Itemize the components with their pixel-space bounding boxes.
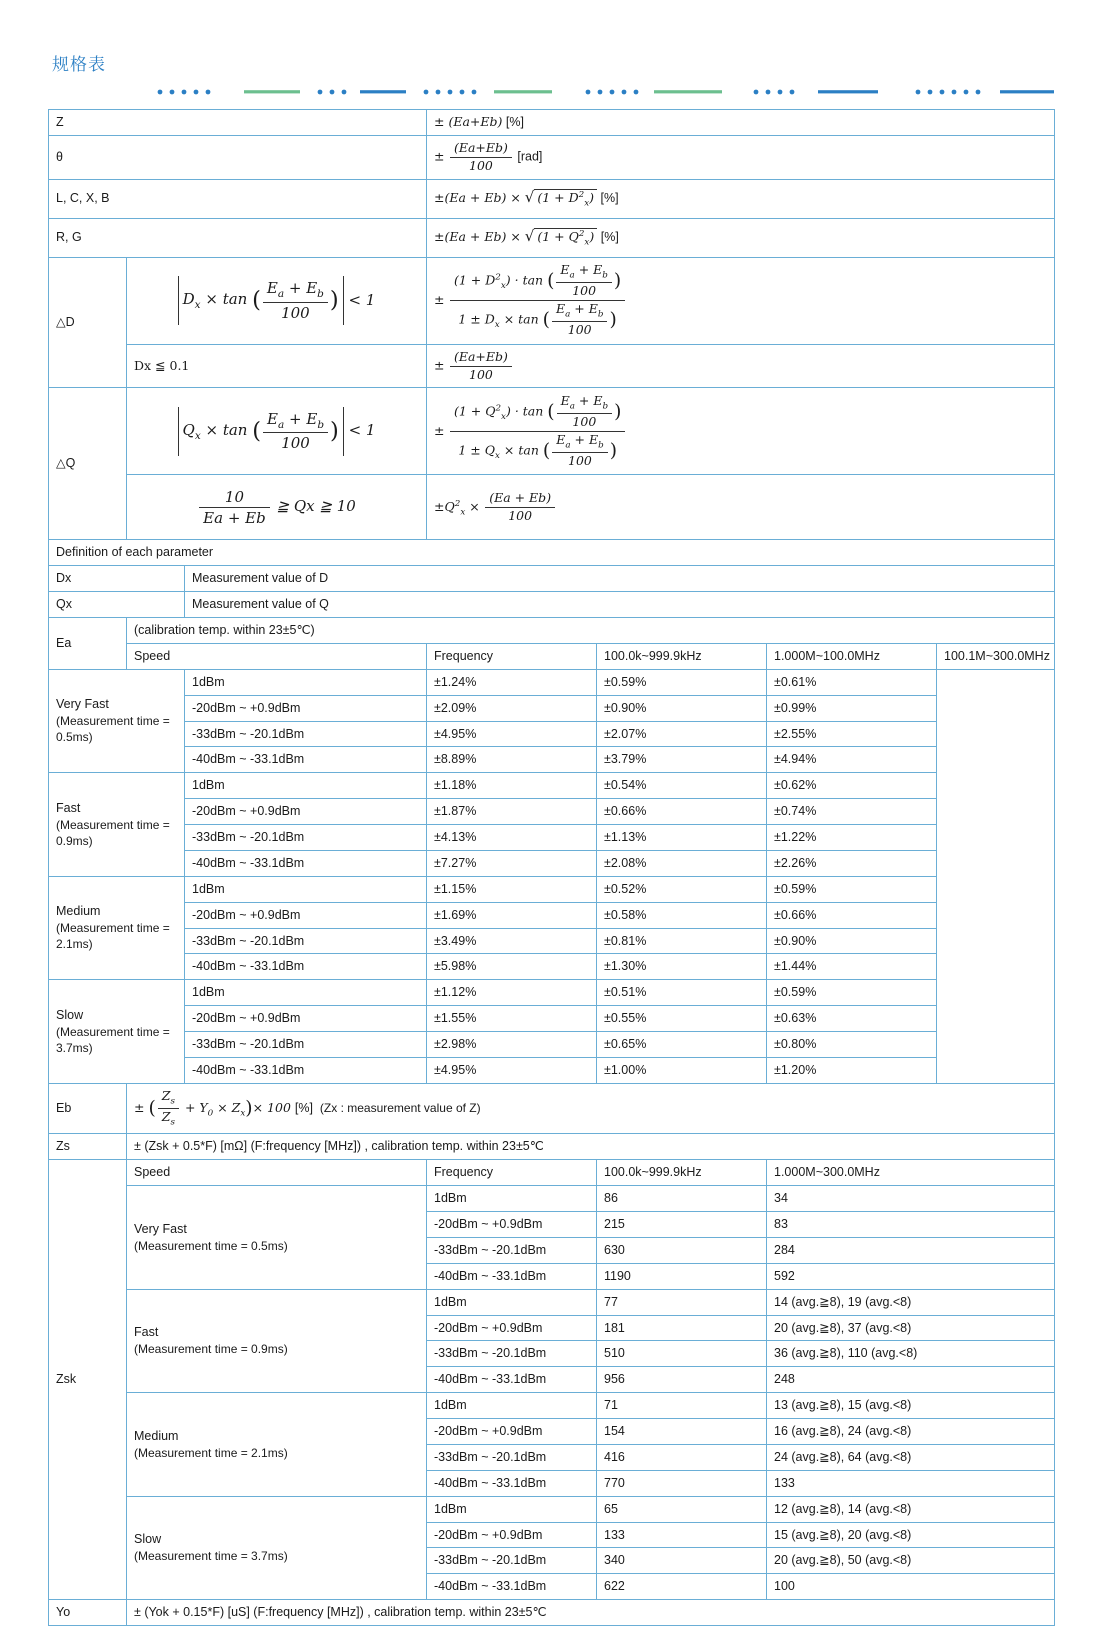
delta-q-value-1: ± $(1 + Q^2_x) \cdot \tan$ ( $\frac{E_a + E_b}{100}$ ) $1 \pm Q_x \times \tan$ ( $\frac{E_a + E_b}{100}$ ): [427, 388, 1055, 475]
ea-value-band-2: ±0.54%: [597, 773, 767, 799]
row-label-eb: Eb: [49, 1083, 127, 1134]
zsk-value-band-2: 13 (avg.≧8), 15 (avg.<8): [767, 1393, 1055, 1419]
zsk-level: -20dBm ~ +0.9dBm: [427, 1522, 597, 1548]
table-row: [49, 799, 1055, 825]
ea-level: -40dBm ~ -33.1dBm: [185, 850, 427, 876]
ea-level: 1dBm: [185, 980, 427, 1006]
row-value-zs: ± (Zsk + 0.5*F) [mΩ] (F:frequency [MHz]) , calibration temp. within 23±5℃: [127, 1134, 1055, 1160]
table-row: [49, 773, 1055, 799]
ea-value-band-2: ±1.30%: [597, 954, 767, 980]
zsk-value-band-2: 24 (avg.≧8), 64 (avg.<8): [767, 1444, 1055, 1470]
ea-value-band-2: ±0.52%: [597, 876, 767, 902]
zsk-level: -20dBm ~ +0.9dBm: [427, 1315, 597, 1341]
delta-d-condition-1: $D_x \times \tan$ ( $\frac{E_a + E_b}{100}$ ) < 1: [127, 257, 427, 344]
ea-value-band-3: ±4.94%: [767, 747, 937, 773]
row-label-zsk: Zsk: [49, 1160, 127, 1600]
ea-value-band-2: ±1.13%: [597, 825, 767, 851]
zsk-level: -33dBm ~ -20.1dBm: [427, 1548, 597, 1574]
ea-level: -40dBm ~ -33.1dBm: [185, 1057, 427, 1083]
ea-speed-group: [49, 669, 185, 773]
zsk-value-band-1: 154: [597, 1419, 767, 1445]
ea-calibration-note: (calibration temp. within 23±5℃): [127, 618, 1055, 644]
ea-level: -20dBm ~ +0.9dBm: [185, 1006, 427, 1032]
table-row: [49, 1496, 1055, 1522]
table-row: [49, 1057, 1055, 1083]
table-row: [49, 721, 1055, 747]
table-row: [49, 928, 1055, 954]
ea-value-band-3: ±0.63%: [767, 1006, 937, 1032]
row-label-qx: Qx: [49, 592, 185, 618]
ea-level: 1dBm: [185, 773, 427, 799]
ea-level: 1dBm: [185, 669, 427, 695]
table-row: [49, 110, 1055, 136]
ea-header-speed: Speed: [127, 643, 427, 669]
table-row: [49, 179, 1055, 218]
ea-value-band-3: ±0.90%: [767, 928, 937, 954]
zsk-speed-time: (Measurement time = 0.9ms): [134, 1342, 288, 1357]
ea-speed-name: Very Fast: [56, 697, 109, 712]
table-row: [49, 747, 1055, 773]
row-label-z: Z: [49, 110, 427, 136]
delta-d-condition-2: Dx ≦ 0.1: [127, 344, 427, 388]
table-row: [49, 388, 1055, 475]
table-row: [49, 954, 1055, 980]
ea-speed-time: (Measurement time = 0.5ms): [56, 714, 170, 745]
zsk-header-frequency: Frequency: [427, 1160, 597, 1186]
ea-value-band-3: ±0.62%: [767, 773, 937, 799]
row-value-rg: ±(Ea + Eb) × √ $(1 + Q^2_x)$ [%]: [427, 218, 1055, 257]
zsk-speed-name: Medium: [134, 1428, 179, 1443]
table-row: [49, 1032, 1055, 1058]
ea-level: -20dBm ~ +0.9dBm: [185, 695, 427, 721]
ea-value-band-1: ±4.95%: [427, 1057, 597, 1083]
ea-level: -33dBm ~ -20.1dBm: [185, 1032, 427, 1058]
zsk-speed-group: [127, 1393, 427, 1497]
table-row: [49, 344, 1055, 388]
row-label-dx: Dx: [49, 566, 185, 592]
ea-value-band-2: ±0.90%: [597, 695, 767, 721]
ea-value-band-1: ±8.89%: [427, 747, 597, 773]
ea-value-band-1: ±4.95%: [427, 721, 597, 747]
ea-value-band-3: ±1.22%: [767, 825, 937, 851]
ea-speed-name: Fast: [56, 800, 81, 815]
ea-speed-group: [49, 980, 185, 1084]
ea-value-band-3: ±0.74%: [767, 799, 937, 825]
delta-q-value-2: $\pm Q^2_x$ × $\frac{(Ea + Eb)}{100}$: [427, 475, 1055, 540]
zsk-header-band-2: 1.000M~300.0MHz: [767, 1160, 1055, 1186]
row-value-dx: Measurement value of D: [185, 566, 1055, 592]
zsk-value-band-2: 284: [767, 1237, 1055, 1263]
row-value-z: ± (Ea+Eb) [%]: [427, 110, 1055, 136]
row-label-delta-q: △Q: [49, 388, 127, 540]
ea-value-band-2: ±0.59%: [597, 669, 767, 695]
ea-value-band-2: ±0.55%: [597, 1006, 767, 1032]
zsk-value-band-2: 34: [767, 1186, 1055, 1212]
zsk-value-band-1: 77: [597, 1289, 767, 1315]
ea-value-band-2: ±0.81%: [597, 928, 767, 954]
ea-header-band-3: 100.1M~300.0MHz: [937, 643, 1055, 669]
ea-level: -40dBm ~ -33.1dBm: [185, 954, 427, 980]
ea-value-band-2: ±3.79%: [597, 747, 767, 773]
row-value-qx: Measurement value of Q: [185, 592, 1055, 618]
ea-value-band-1: ±5.98%: [427, 954, 597, 980]
ea-level: -20dBm ~ +0.9dBm: [185, 902, 427, 928]
table-row: [49, 669, 1055, 695]
ea-level: -20dBm ~ +0.9dBm: [185, 799, 427, 825]
table-row: [49, 257, 1055, 344]
table-row: [49, 566, 1055, 592]
ea-value-band-2: ±0.51%: [597, 980, 767, 1006]
table-row: [49, 1134, 1055, 1160]
ea-value-band-1: ±4.13%: [427, 825, 597, 851]
ea-speed-time: (Measurement time = 3.7ms): [56, 1024, 170, 1055]
zsk-value-band-1: 770: [597, 1470, 767, 1496]
table-row: [49, 218, 1055, 257]
ea-speed-name: Slow: [56, 1007, 84, 1022]
ea-speed-name: Medium: [56, 904, 101, 919]
row-value-lcxb: ±(Ea + Eb) × √ $(1 + D^2_x)$ [%]: [427, 179, 1055, 218]
ea-value-band-1: ±7.27%: [427, 850, 597, 876]
table-row: [49, 876, 1055, 902]
ea-value-band-3: ±1.44%: [767, 954, 937, 980]
zsk-speed-name: Very Fast: [134, 1221, 187, 1236]
theta-denominator: 100: [469, 157, 493, 173]
table-row: [49, 135, 1055, 179]
table-row: [49, 1393, 1055, 1419]
zsk-value-band-1: 340: [597, 1548, 767, 1574]
zsk-level: -33dBm ~ -20.1dBm: [427, 1341, 597, 1367]
delta-d-value-1: ± $(1 + D^2_x) \cdot \tan$ ( $\frac{E_a + E_b}{100}$ ) $1 \pm D_x \times \tan$ ( $\frac{E_a + E_b}{100}$ ): [427, 257, 1055, 344]
zsk-value-band-1: 510: [597, 1341, 767, 1367]
zsk-value-band-1: 133: [597, 1522, 767, 1548]
zsk-speed-time: (Measurement time = 3.7ms): [134, 1549, 288, 1564]
table-row: [49, 475, 1055, 540]
ea-level: -33dBm ~ -20.1dBm: [185, 825, 427, 851]
ea-header-band-2: 1.000M~100.0MHz: [767, 643, 937, 669]
ea-value-band-2: ±0.66%: [597, 799, 767, 825]
eb-note: (Zx : measurement value of Z): [319, 1100, 481, 1115]
zsk-value-band-2: 592: [767, 1263, 1055, 1289]
zsk-value-band-1: 622: [597, 1574, 767, 1600]
zsk-value-band-2: 15 (avg.≧8), 20 (avg.<8): [767, 1522, 1055, 1548]
table-row: [49, 902, 1055, 928]
ea-value-band-1: ±1.87%: [427, 799, 597, 825]
ea-speed-time: (Measurement time = 2.1ms): [56, 921, 170, 952]
ea-value-band-3: ±1.20%: [767, 1057, 937, 1083]
zsk-speed-group: [127, 1289, 427, 1393]
ea-value-band-1: ±3.49%: [427, 928, 597, 954]
ea-value-band-1: ±2.98%: [427, 1032, 597, 1058]
table-row: [49, 618, 1055, 644]
zsk-header-band-1: 100.0k~999.9kHz: [597, 1160, 767, 1186]
table-row: [49, 1160, 1055, 1186]
ea-level: 1dBm: [185, 876, 427, 902]
zsk-value-band-2: 14 (avg.≧8), 19 (avg.<8): [767, 1289, 1055, 1315]
ea-level: -40dBm ~ -33.1dBm: [185, 747, 427, 773]
ea-value-band-1: ±2.09%: [427, 695, 597, 721]
table-row: [49, 695, 1055, 721]
row-value-eb: ± ( $\frac{Z_s}{Z_s}$ + $Y_0 \times Z_x)\times 100$ [%] (Zx : measurement value of Z): [127, 1083, 1055, 1134]
zsk-level: -40dBm ~ -33.1dBm: [427, 1574, 597, 1600]
table-row: [49, 850, 1055, 876]
zsk-speed-time: (Measurement time = 0.5ms): [134, 1238, 288, 1253]
zsk-value-band-1: 86: [597, 1186, 767, 1212]
zsk-level: -33dBm ~ -20.1dBm: [427, 1237, 597, 1263]
ea-value-band-1: ±1.18%: [427, 773, 597, 799]
row-label-ea: Ea: [49, 618, 127, 670]
zsk-level: -20dBm ~ +0.9dBm: [427, 1419, 597, 1445]
zsk-value-band-2: 16 (avg.≧8), 24 (avg.<8): [767, 1419, 1055, 1445]
zsk-value-band-1: 630: [597, 1237, 767, 1263]
zsk-level: -40dBm ~ -33.1dBm: [427, 1470, 597, 1496]
delta-d-value-2: ± $\frac{(Ea+Eb)}{100}$: [427, 344, 1055, 388]
row-label-theta: θ: [49, 135, 427, 179]
theta-numerator: (Ea+Eb): [450, 140, 512, 158]
zsk-value-band-1: 71: [597, 1393, 767, 1419]
ea-value-band-2: ±0.58%: [597, 902, 767, 928]
ea-value-band-3: ±0.61%: [767, 669, 937, 695]
page-title: 规格表: [52, 55, 106, 74]
ea-value-band-1: ±1.69%: [427, 902, 597, 928]
zsk-value-band-2: 100: [767, 1574, 1055, 1600]
zsk-level: -33dBm ~ -20.1dBm: [427, 1444, 597, 1470]
zsk-value-band-2: 36 (avg.≧8), 110 (avg.<8): [767, 1341, 1055, 1367]
zsk-value-band-1: 956: [597, 1367, 767, 1393]
ea-value-band-3: ±0.99%: [767, 695, 937, 721]
zsk-value-band-2: 248: [767, 1367, 1055, 1393]
zsk-speed-name: Fast: [134, 1325, 159, 1340]
ea-speed-group: [49, 876, 185, 980]
zsk-value-band-2: 20 (avg.≧8), 37 (avg.<8): [767, 1315, 1055, 1341]
table-row: [49, 825, 1055, 851]
definition-header: Definition of each parameter: [49, 540, 1055, 566]
ea-value-band-1: ±1.12%: [427, 980, 597, 1006]
zsk-value-band-2: 133: [767, 1470, 1055, 1496]
delta-q-condition-1: $Q_x \times \tan$ ( $\frac{E_a + E_b}{100}$ ) < 1: [127, 388, 427, 475]
zsk-level: 1dBm: [427, 1496, 597, 1522]
zsk-speed-name: Slow: [134, 1532, 162, 1547]
zsk-value-band-1: 215: [597, 1212, 767, 1238]
ea-value-band-3: ±2.26%: [767, 850, 937, 876]
table-row: [49, 643, 1055, 669]
ea-value-band-2: ±2.08%: [597, 850, 767, 876]
zsk-value-band-2: 20 (avg.≧8), 50 (avg.<8): [767, 1548, 1055, 1574]
specification-table: [48, 109, 1055, 1626]
ea-value-band-2: ±0.65%: [597, 1032, 767, 1058]
zsk-value-band-2: 12 (avg.≧8), 14 (avg.<8): [767, 1496, 1055, 1522]
ea-speed-time: (Measurement time = 0.9ms): [56, 817, 170, 848]
zsk-level: -40dBm ~ -33.1dBm: [427, 1367, 597, 1393]
row-label-zs: Zs: [49, 1134, 127, 1160]
table-row: [49, 1289, 1055, 1315]
ea-value-band-3: ±0.80%: [767, 1032, 937, 1058]
theta-unit: [rad]: [517, 149, 543, 164]
row-label-rg: R, G: [49, 218, 427, 257]
row-label-lcxb: L, C, X, B: [49, 179, 427, 218]
zsk-value-band-1: 1190: [597, 1263, 767, 1289]
ea-header-frequency: Frequency: [427, 643, 597, 669]
zsk-speed-time: (Measurement time = 2.1ms): [134, 1445, 288, 1460]
zsk-value-band-1: 181: [597, 1315, 767, 1341]
table-row: [49, 1006, 1055, 1032]
row-label-delta-d: △D: [49, 257, 127, 388]
table-row: [49, 980, 1055, 1006]
zsk-level: 1dBm: [427, 1393, 597, 1419]
ea-value-band-2: ±1.00%: [597, 1057, 767, 1083]
zsk-value-band-1: 65: [597, 1496, 767, 1522]
decorative-divider: [48, 87, 1054, 97]
ea-value-band-1: ±1.15%: [427, 876, 597, 902]
zsk-value-band-1: 416: [597, 1444, 767, 1470]
zsk-level: 1dBm: [427, 1186, 597, 1212]
zsk-header-speed: Speed: [127, 1160, 427, 1186]
zsk-level: -40dBm ~ -33.1dBm: [427, 1263, 597, 1289]
row-value-yo: ± (Yok + 0.15*F) [uS] (F:frequency [MHz]) , calibration temp. within 23±5℃: [127, 1600, 1055, 1626]
ea-header-band-1: 100.0k~999.9kHz: [597, 643, 767, 669]
table-row: [49, 1186, 1055, 1212]
ea-value-band-3: ±2.55%: [767, 721, 937, 747]
table-row: [49, 1600, 1055, 1626]
ea-value-band-3: ±0.59%: [767, 876, 937, 902]
table-row: [49, 592, 1055, 618]
row-label-yo: Yo: [49, 1600, 127, 1626]
ea-value-band-3: ±0.66%: [767, 902, 937, 928]
zsk-speed-group: [127, 1496, 427, 1600]
ea-level: -33dBm ~ -20.1dBm: [185, 928, 427, 954]
zsk-level: -20dBm ~ +0.9dBm: [427, 1212, 597, 1238]
zsk-value-band-2: 83: [767, 1212, 1055, 1238]
ea-level: -33dBm ~ -20.1dBm: [185, 721, 427, 747]
delta-q-condition-2: $\frac{10}{Ea + Eb}$ ≧ Qx ≧ 10: [127, 475, 427, 540]
ea-speed-group: [49, 773, 185, 877]
table-row: [49, 1083, 1055, 1134]
ea-value-band-3: ±0.59%: [767, 980, 937, 1006]
row-value-theta: ± $\frac{(Ea+Eb)}{100}$ [rad]: [427, 135, 1055, 179]
zsk-speed-group: [127, 1186, 427, 1290]
ea-value-band-1: ±1.55%: [427, 1006, 597, 1032]
ea-value-band-1: ±1.24%: [427, 669, 597, 695]
table-row: [49, 540, 1055, 566]
zsk-level: 1dBm: [427, 1289, 597, 1315]
ea-value-band-2: ±2.07%: [597, 721, 767, 747]
